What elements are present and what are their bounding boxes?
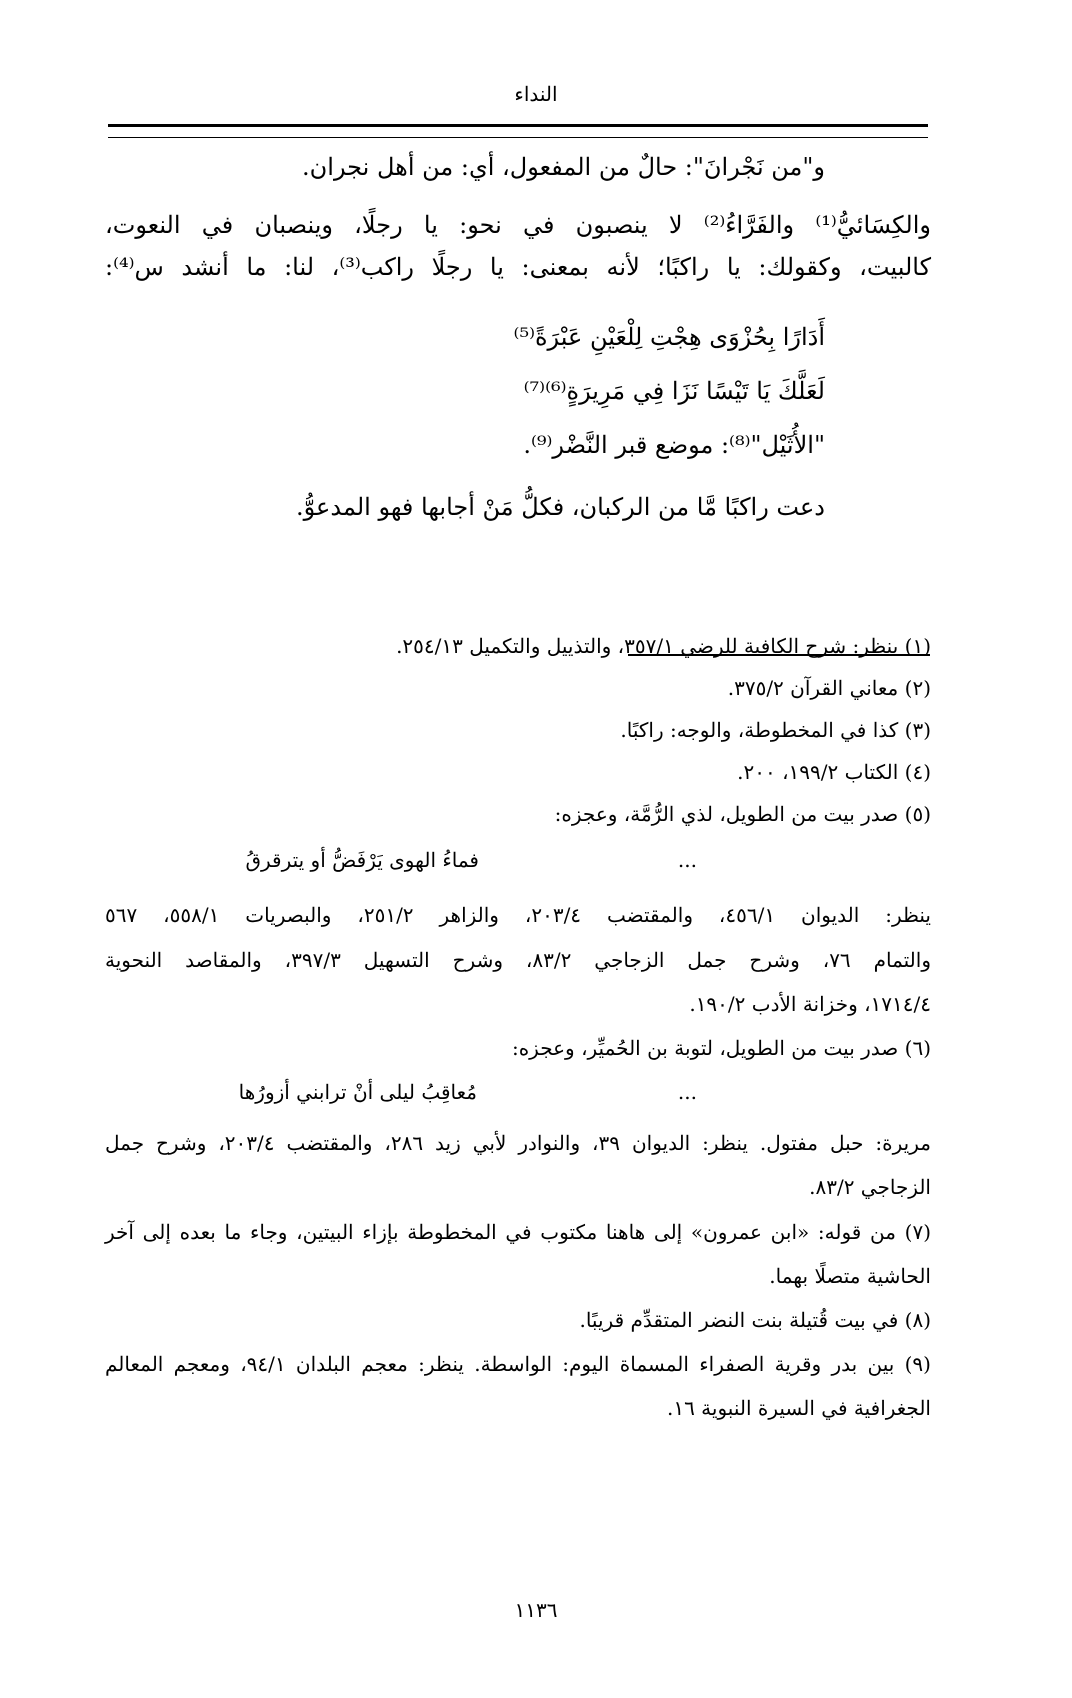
- footnote-5: (٥) صدر بيت من الطويل، لذي الرُّمَّة، وعجزه:: [554, 802, 931, 826]
- verse-line-2: لَعَلَّكَ يَا تَيْسًا نَزَا فِي مَرِيرَةٍ⁽⁶⁾⁽⁷⁾: [523, 377, 825, 405]
- footnote-6-ref-line-1: مريرة: حبل مفتول. ينظر: الديوان ٣٩، والنوادر لأبي زيد ٢٨٦، والمقتضب ٢٠٣/٤، وشرح جمل: [105, 1131, 932, 1155]
- verse-line-1: أَدَارًا بِحُزْوَى هِجْتِ لِلْعَيْنِ عَبْرَةً⁽⁵⁾: [513, 323, 825, 351]
- footnote-8: (٨) في بيت قُتيلة بنت النضر المتقدِّم قريبًا.: [579, 1308, 931, 1332]
- footnote-5-ellipsis: ...: [677, 848, 697, 872]
- footnote-4: (٤) الكتاب ١٩٩/٢، ٢٠٠.: [737, 760, 931, 784]
- running-header: النداء: [514, 82, 558, 106]
- footnote-5-ref-line-2: والتمام ٧٦، وشرح جمل الزجاجي ٨٣/٢، وشرح التسهيل ٣٩٧/٣، والمقاصد النحوية: [105, 948, 931, 972]
- footnote-6-ref-line-2: الزجاجي ٨٣/٢.: [809, 1175, 931, 1199]
- paragraph-kisai-line-1: والكِسَائيُّ⁽¹⁾ والفَرَّاءُ⁽²⁾ لا ينصبون في نحو: يا رجلًا، وينصبان في النعوت،: [105, 211, 931, 239]
- footnote-6: (٦) صدر بيت من الطويل، لتوبة بن الحُميِّر، وعجزه:: [511, 1036, 931, 1060]
- athil-line: "الأُثَيْل"⁽⁸⁾: موضع قبر النَّضْر⁽⁹⁾.: [523, 431, 825, 459]
- footnote-6-ellipsis: ...: [677, 1080, 697, 1104]
- footnote-7-line-1: (٧) من قوله: «ابن عمرون» إلى هاهنا مكتوب في المخطوطة بإزاء البيتين، وجاء ما بعده إلى آخر: [105, 1220, 931, 1244]
- footnote-5-ref-line-1: ينظر: الديوان ٤٥٦/١، والمقتضب ٢٠٣/٤، والزاهر ٢٥١/٢، والبصريات ٥٥٨/١، ٥٦٧: [105, 903, 932, 927]
- paragraph-najran: و"من نَجْرانَ": حالٌ من المفعول، أي: من أهل نجران.: [302, 153, 825, 181]
- paragraph-kisai-line-2: كالبيت، وكقولك: يا راكبًا؛ لأنه بمعنى: يا رجلًا راكب⁽³⁾، لنا: ما أنشد س⁽⁴⁾:: [105, 253, 931, 281]
- footnote-5-ref-line-3: ١٧١٤/٤، وخزانة الأدب ١٩٠/٢.: [689, 992, 931, 1016]
- footnote-5-verse: فماءُ الهوى يَرْفَضُّ أو يترقرقُ: [245, 848, 479, 872]
- header-rule-thick: [108, 124, 928, 127]
- daat-line: دعت راكبًا مَّا من الركبان، فكلُّ مَنْ أجابها فهو المدعوُّ.: [296, 493, 825, 521]
- header-rule-thin: [108, 137, 928, 138]
- footnote-9-line-2: الجغرافية في السيرة النبوية ١٦.: [666, 1396, 931, 1420]
- footnote-9-line-1: (٩) بين بدر وقرية الصفراء المسماة اليوم: الواسطة. ينظر: معجم البلدان ٩٤/١، ومعجم المعالم: [105, 1352, 931, 1376]
- footnote-6-verse: مُعاقِبُ ليلى أنْ ترابني أزورُها: [238, 1080, 477, 1104]
- footnote-1: (١) ينظر: شرح الكافية للرضي ٣٥٧/١، والتذييل والتكميل ٢٥٤/١٣.: [396, 634, 931, 658]
- footnote-2: (٢) معاني القرآن ٣٧٥/٢.: [727, 676, 931, 700]
- footnote-3: (٣) كذا في المخطوطة، والوجه: راكبًا.: [620, 718, 931, 742]
- footnote-7-line-2: الحاشية متصلًا بهما.: [769, 1264, 931, 1288]
- page-number: ١١٣٦: [514, 1598, 558, 1622]
